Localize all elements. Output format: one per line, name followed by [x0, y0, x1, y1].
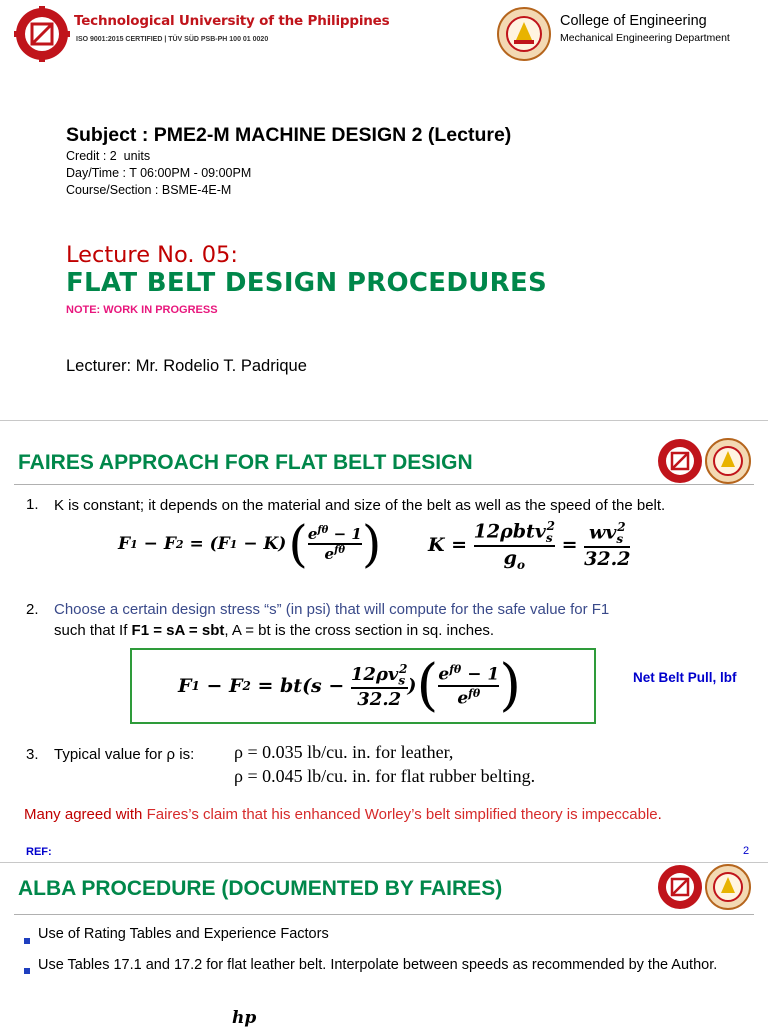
- page-number: 2: [743, 845, 750, 857]
- item-number: 3.: [26, 746, 39, 763]
- closing-b: Faires’s claim that his enhanced Worley’s belt simplified theory is impeccable: [146, 806, 658, 823]
- lecture-title: FLAT BELT DESIGN PROCEDURES: [66, 268, 548, 298]
- slide-divider: [0, 420, 768, 421]
- title-underline: [14, 484, 754, 485]
- item2-text-b1: such that If: [54, 622, 132, 639]
- formula-k: K = $\frac{12\rho btv_s^2}{g_o}$ = $\frac{wv_s^2}{32.2}$: [428, 518, 631, 572]
- credit-line: Credit : 2 units: [66, 149, 151, 163]
- formula-net-belt-pull: F 1 − F 2 = bt(s − $\frac{12\rho v_s^2}{32.2}$ ) ( $\frac{e^{f\theta} - 1}{e^{f\theta}}$ ): [178, 653, 522, 718]
- item3-text: Typical value for ρ is:: [54, 746, 195, 763]
- section-line: Course/Section : BSME-4E-M: [66, 183, 232, 197]
- iso-certification: ISO 9001:2015 CERTIFIED | TÜV SÜD PSB-PH 100 01 0020: [76, 36, 269, 43]
- bullet-marker: [24, 961, 30, 979]
- college-seal-logo: [496, 6, 552, 62]
- bullet-marker: [24, 931, 30, 949]
- department-name: Mechanical Engineering Department: [560, 32, 730, 44]
- rho-rubber: ρ = 0.045 lb/cu. in. for flat rubber belting.: [234, 766, 536, 786]
- item-number: 2.: [26, 601, 39, 618]
- tup-seal-logo: [14, 6, 70, 62]
- college-name: College of Engineering: [560, 13, 707, 29]
- closing-statement: [24, 806, 662, 823]
- rho-leather: ρ = 0.035 lb/cu. in. for leather,: [234, 742, 454, 762]
- slide-title: FAIRES APPROACH FOR FLAT BELT DESIGN: [18, 451, 473, 474]
- subject-line: Subject : PME2-M MACHINE DESIGN 2 (Lecture): [66, 124, 512, 146]
- logo-pair: [656, 436, 752, 486]
- slide-divider: [0, 862, 768, 863]
- title-underline: [14, 914, 754, 915]
- bullet-text-1: Use of Rating Tables and Experience Factors: [38, 926, 329, 942]
- item2-text-a: Choose a certain design stress “s” (in psi) that will compute for the safe value for F1: [54, 601, 610, 618]
- formula-f1-f2-k: F 1 − F 2 = (F 1 − K) ( $\frac{e^{f\theta} - 1}{e^{f\theta}}$ ): [118, 515, 382, 573]
- daytime-line: Day/Time : T 06:00PM - 09:00PM: [66, 166, 252, 180]
- closing-a: Many agreed with: [24, 806, 147, 823]
- item2-text-b: [54, 622, 494, 639]
- lecturer-line: Lecturer: Mr. Rodelio T. Padrique: [66, 357, 307, 375]
- item2-bold: F1 = sA = sbt: [131, 622, 225, 639]
- logo-pair: [656, 862, 752, 912]
- net-belt-pull-label: Net Belt Pull, lbf: [633, 670, 737, 685]
- closing-c: .: [657, 806, 662, 823]
- item2-text-b2: , A = bt is the cross section in sq. inches.: [224, 622, 495, 639]
- item-number: 1.: [26, 496, 39, 513]
- formula-fragment: hp: [232, 1008, 257, 1028]
- university-name: Technological University of the Philippines: [74, 13, 390, 29]
- wip-note: NOTE: WORK IN PROGRESS: [66, 304, 218, 316]
- bullet-text-2: Use Tables 17.1 and 17.2 for flat leather belt. Interpolate between speeds as recommended by the Author.: [38, 957, 718, 973]
- slide-title: ALBA PROCEDURE (DOCUMENTED BY FAIRES): [18, 877, 503, 900]
- ref-label: REF:: [26, 846, 52, 858]
- lecture-number: Lecture No. 05:: [66, 242, 238, 268]
- item1-text: K is constant; it depends on the material and size of the belt as well as the speed of the belt.: [54, 497, 666, 514]
